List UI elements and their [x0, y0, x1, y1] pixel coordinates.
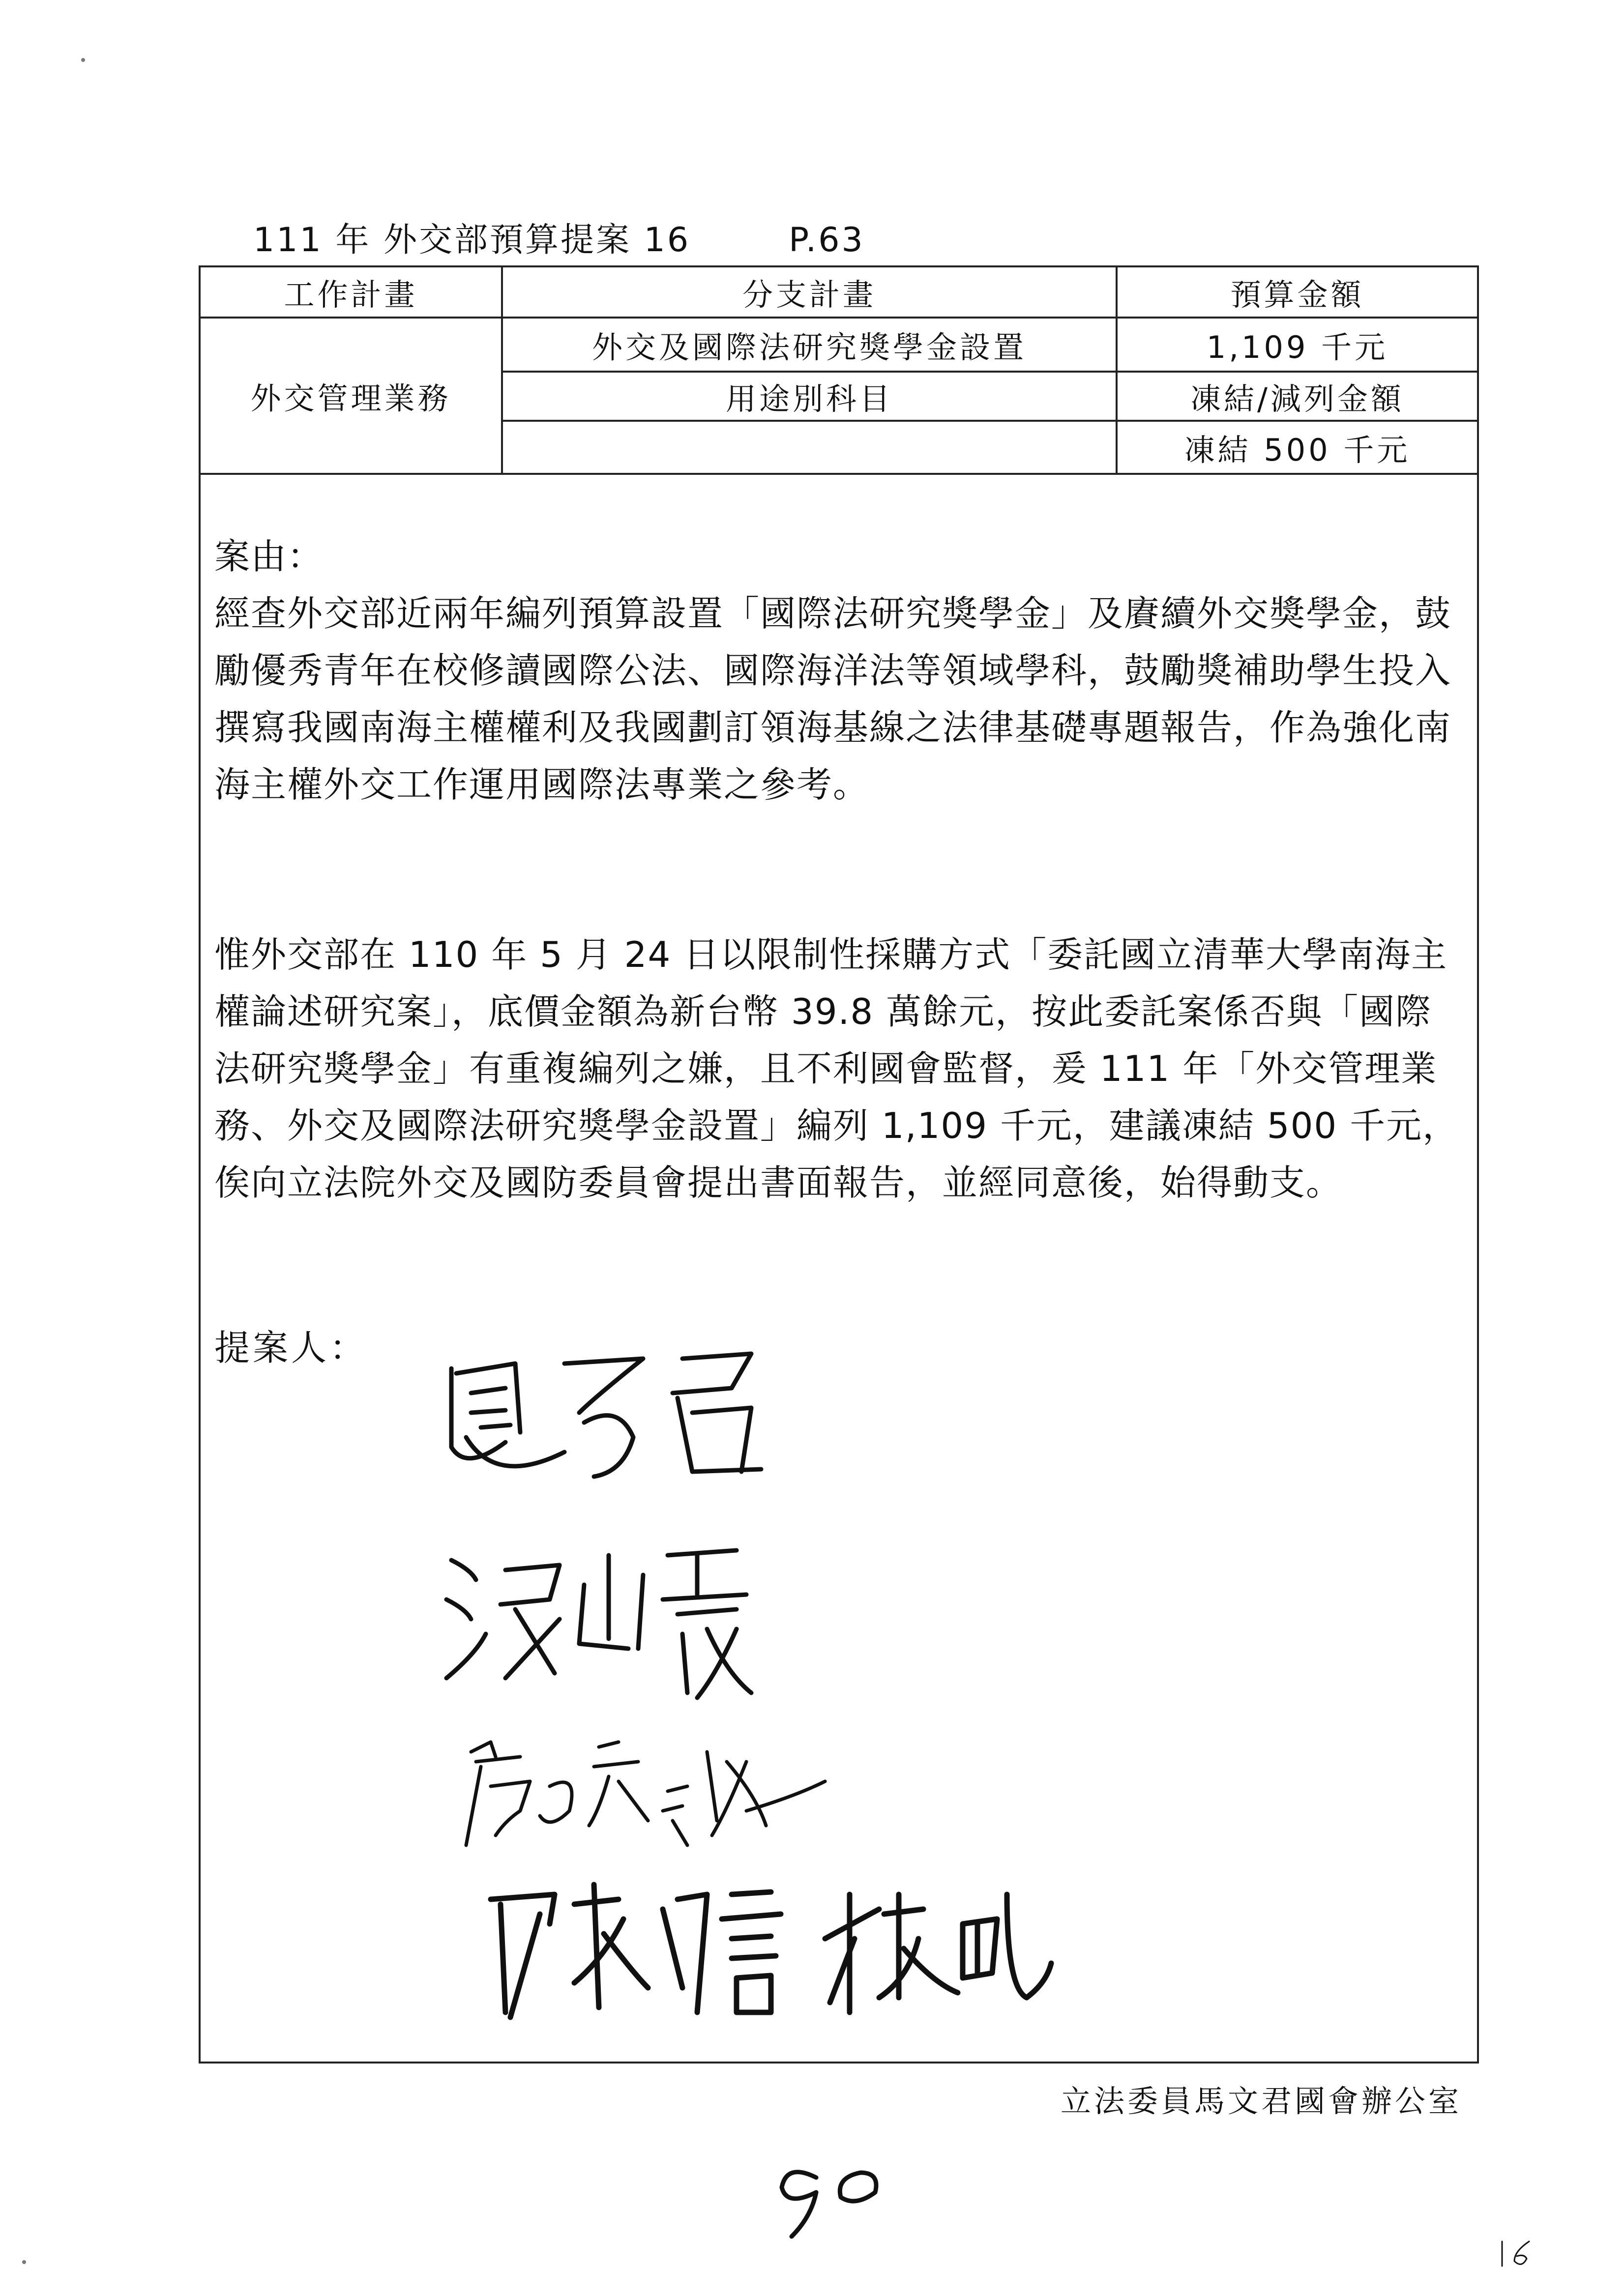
work-plan-header: 工作計畫 [201, 267, 502, 318]
freeze-amount-value: 凍結 500 千元 [1117, 421, 1477, 474]
signature-4 [476, 1865, 1056, 2027]
budget-amount-value: 1,109 千元 [1117, 318, 1477, 372]
use-item-header: 用途別科目 [502, 372, 1117, 421]
freeze-amount-header: 凍結/減列金額 [1117, 372, 1477, 421]
paragraph-text: 經查外交部近兩年編列預算設置「國際法研究獎學金」及賡續外交獎學金，鼓勵優秀青年在校修讀國際公法、國際海洋法等領域學科，鼓勵獎補助學生投入撰寫我國南海主權權利及我國劃訂領海基線之法律基礎專題報告，作為強化南海主權外交工作運用國際法專業之參考。 [214, 593, 1452, 805]
case-paragraph-2 [214, 926, 1463, 1211]
case-label: 案由： [214, 536, 324, 577]
handwritten-number-90 [767, 2153, 895, 2241]
signature-1 [437, 1324, 791, 1501]
corner-page-mark [1495, 2237, 1539, 2271]
budget-amount-header: 預算金額 [1117, 267, 1477, 318]
branch-plan-header: 分支計畫 [502, 267, 1117, 318]
document-frame [199, 265, 1479, 2063]
proposal-title: 111 年 外交部預算提案 16 [253, 221, 691, 260]
use-item-value [502, 421, 1117, 474]
case-paragraph-1 [214, 585, 1463, 813]
budget-table [201, 267, 1477, 475]
office-footer: 立法委員馬文君國會辦公室 [1060, 2083, 1462, 2119]
signature-2 [432, 1526, 786, 1713]
scan-speck [22, 2260, 26, 2264]
branch-plan-value: 外交及國際法研究獎學金設置 [502, 318, 1117, 372]
proposer-label: 提案人： [214, 1327, 368, 1368]
work-plan-value: 外交管理業務 [201, 318, 502, 474]
paragraph-text: 惟外交部在 110 年 5 月 24 日以限制性採購方式「委託國立清華大學南海主權論述研究案」，底價金額為新台幣 39.8 萬餘元，按此委託案係否與「國際法研究獎學金」有重複編列之嫌，且不利國會監督，爰 111 年「外交管理業務、外交及國際法研究獎學金設置」編列 1,109 千元，建議凍結 500 千元，俟向立法院外交及國防委員會提出書面報告，並經同意後，始得動支。 [214, 934, 1459, 1203]
page-heading [253, 213, 865, 261]
page-reference: P.63 [789, 221, 865, 260]
scan-speck [81, 58, 85, 62]
signature-3 [451, 1722, 835, 1865]
